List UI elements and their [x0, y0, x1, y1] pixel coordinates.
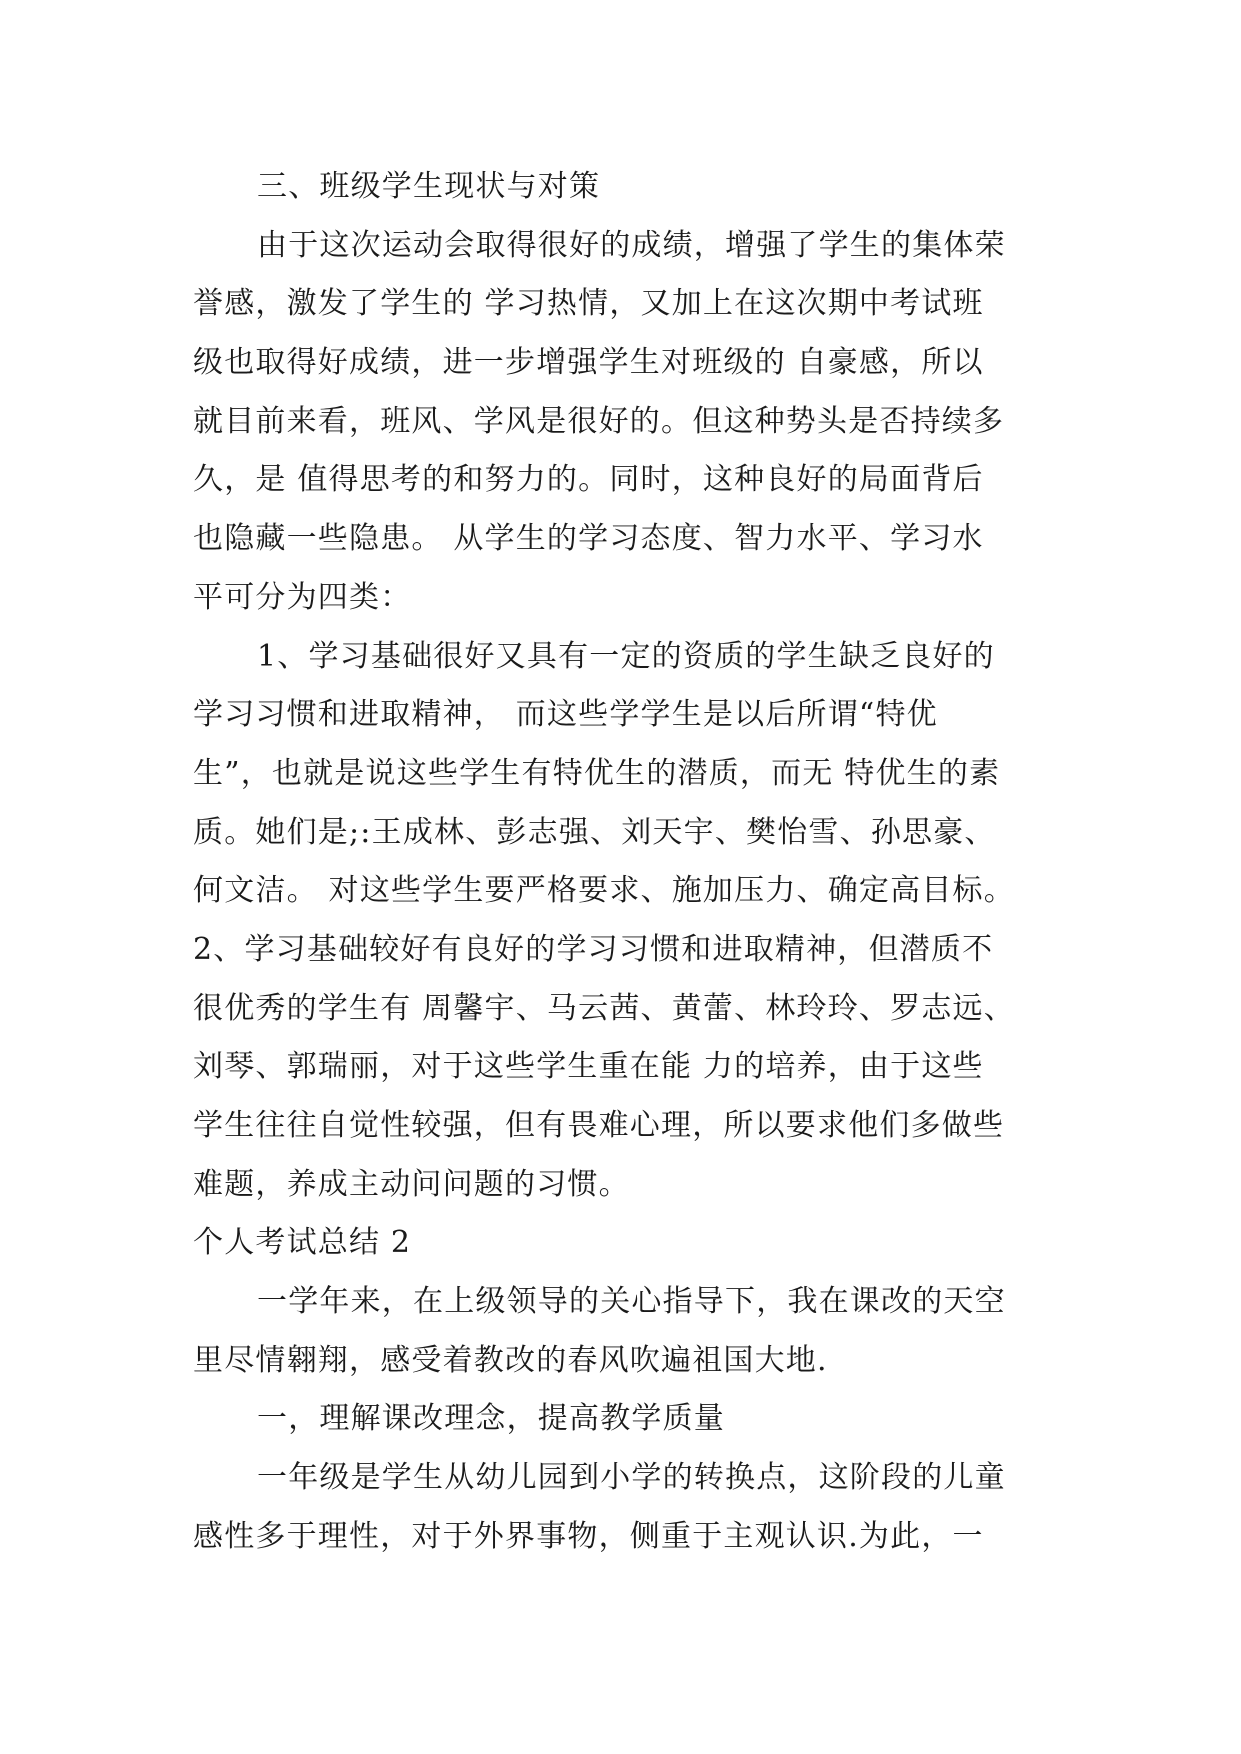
paragraph-line: 何文洁。 对这些学生要严格要求、施加压力、确定高目标。: [193, 873, 1015, 909]
paragraph-line: 难题，养成主动问问题的习惯。: [193, 1166, 630, 1202]
paragraph-line: 感性多于理性，对于外界事物，侧重于主观认识.为此，一: [193, 1518, 984, 1554]
document-title: 个人考试总结 2: [193, 1225, 412, 1261]
paragraph-line: 很优秀的学生有 周馨宇、马云茜、黄蕾、林玲玲、罗志远、: [193, 990, 1015, 1026]
paragraph-line: 质。她们是;:王成林、彭志强、刘天宇、樊怡雪、孙思豪、: [193, 814, 996, 850]
document-body: [193, 158, 1055, 1567]
paragraph-line: 学习习惯和进取精神， 而这些学学生是以后所谓“特优: [193, 697, 938, 733]
paragraph-line: 就目前来看，班风、学风是很好的。但这种势头是否持续多: [193, 403, 1005, 439]
paragraph-line: 平可分为四类：: [193, 579, 412, 615]
paragraph-line: 誉感，激发了学生的 学习热情，又加上在这次期中考试班: [193, 286, 984, 322]
paragraph-line: 也隐藏一些隐患。 从学生的学习态度、智力水平、学习水: [193, 521, 984, 557]
section-heading: 一，理解课改理念，提高教学质量: [257, 1401, 725, 1437]
paragraph-line: 久，是 值得思考的和努力的。同时，这种良好的局面背后: [193, 462, 984, 498]
paragraph-line: 一年级是学生从幼儿园到小学的转换点，这阶段的儿童: [257, 1460, 1006, 1496]
list-item-line: 2、学习基础较好有良好的学习习惯和进取精神，但潜质不: [193, 931, 994, 967]
list-item-line: 1、学习基础很好又具有一定的资质的学生缺乏良好的: [257, 638, 995, 674]
section-heading: 三、班级学生现状与对策: [257, 169, 601, 204]
paragraph-line: 刘琴、郭瑞丽，对于这些学生重在能 力的培养，由于这些: [193, 1049, 984, 1085]
paragraph-line: 由于这次运动会取得很好的成绩，增强了学生的集体荣: [257, 227, 1006, 263]
paragraph-line: 级也取得好成绩，进一步增强学生对班级的 自豪感，所以: [193, 345, 984, 381]
paragraph-line: 一学年来，在上级领导的关心指导下，我在课改的天空: [257, 1284, 1006, 1320]
paragraph-line: 学生往往自觉性较强，但有畏难心理，所以要求他们多做些: [193, 1108, 1005, 1143]
paragraph-line: 里尽情翱翔，感受着教改的春风吹遍祖国大地.: [193, 1342, 828, 1378]
paragraph-line: 生”，也就是说这些学生有特优生的潜质，而无 特优生的素: [193, 755, 1001, 791]
